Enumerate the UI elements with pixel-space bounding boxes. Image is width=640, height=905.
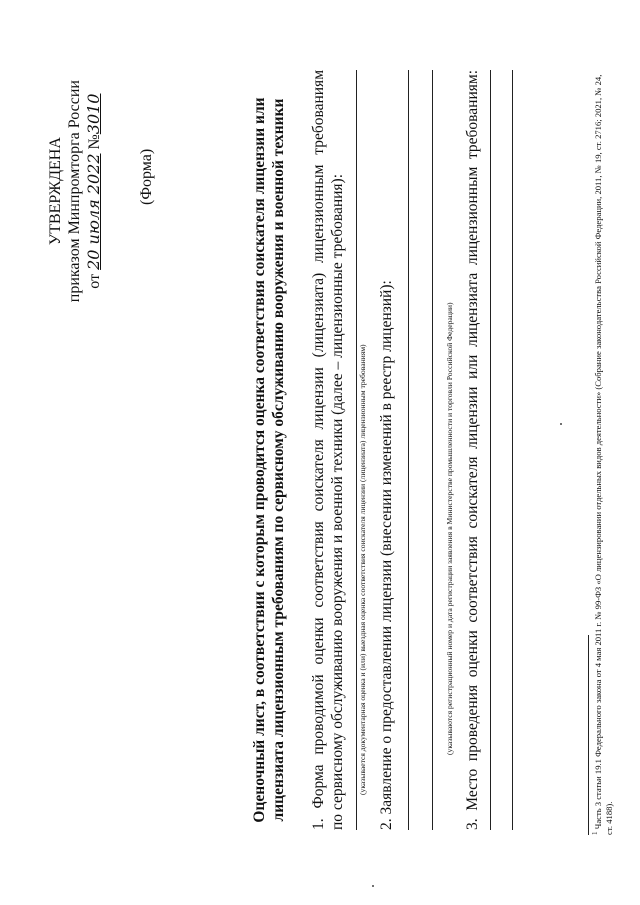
item-2-fill-line-2 <box>432 70 433 830</box>
scan-speck <box>560 423 562 425</box>
approval-heading: УТВЕРЖДЕНА <box>47 137 64 246</box>
item-1-hint: (указывается документарная оценка и (или) выездная оценка соответствия соискателя лицензии (лицензиата) лицензионным требованиям) <box>358 344 367 795</box>
date-prefix: от <box>86 273 103 289</box>
item-2-hint: (указываются регистрационный номер и дата регистрации заявления в Министерстве промышленности и торговли Российской Федерации) <box>445 302 454 755</box>
item-3-fill-line-1 <box>490 70 491 830</box>
item-3-line-a: 3. Место проведения оценки соответствия соискателя лицензии или лицензиата лицензионным требованиям: <box>464 70 481 830</box>
scan-speck <box>372 885 374 887</box>
item-1-line-b: по сервисному обслуживанию вооружения и военной техники (далее – лицензионные требования): <box>329 173 346 830</box>
item-1-line-a: 1. Форма проводимой оценки соответствия соискателя лицензии (лицензиата) лицензионным требованиям <box>310 70 327 830</box>
footnote <box>590 65 615 835</box>
handwritten-number: 3010 <box>84 93 103 135</box>
item-2-line-a: 2. Заявление о предоставлении лицензии (внесении изменений в реестр лицензий): <box>378 280 395 830</box>
approval-order-line: приказом Минпромторга России <box>66 80 83 303</box>
document-title: Оценочный лист, в соответствии с которым проводится оценка соответствия соискателя лицензии или лицензиата лицензионным требованиям по сервисному обслуживанию вооружения и военной техники <box>251 97 287 823</box>
form-label: (Форма) <box>138 148 155 205</box>
approval-date-line <box>84 80 104 302</box>
footnote-rule <box>588 635 589 835</box>
footnote-text: Часть 3 статьи 19.1 Федерального закона от 4 мая 2011 г. № 99-ФЗ «О лицензировании отдельных видов деятельности» (Собрание законодательства Российской Федерации, 2011, № 19, ст. 2716; 2021, № 24, ст. 4188). <box>592 74 614 835</box>
approval-block <box>46 80 104 302</box>
item-1-fill-line <box>356 70 357 830</box>
footnote-mark: 1 <box>591 831 599 835</box>
number-prefix: № <box>86 134 103 150</box>
handwritten-date: 20 июля 2022 <box>84 153 103 270</box>
item-2-fill-line-1 <box>408 70 409 830</box>
item-3-fill-line-2 <box>512 70 513 830</box>
